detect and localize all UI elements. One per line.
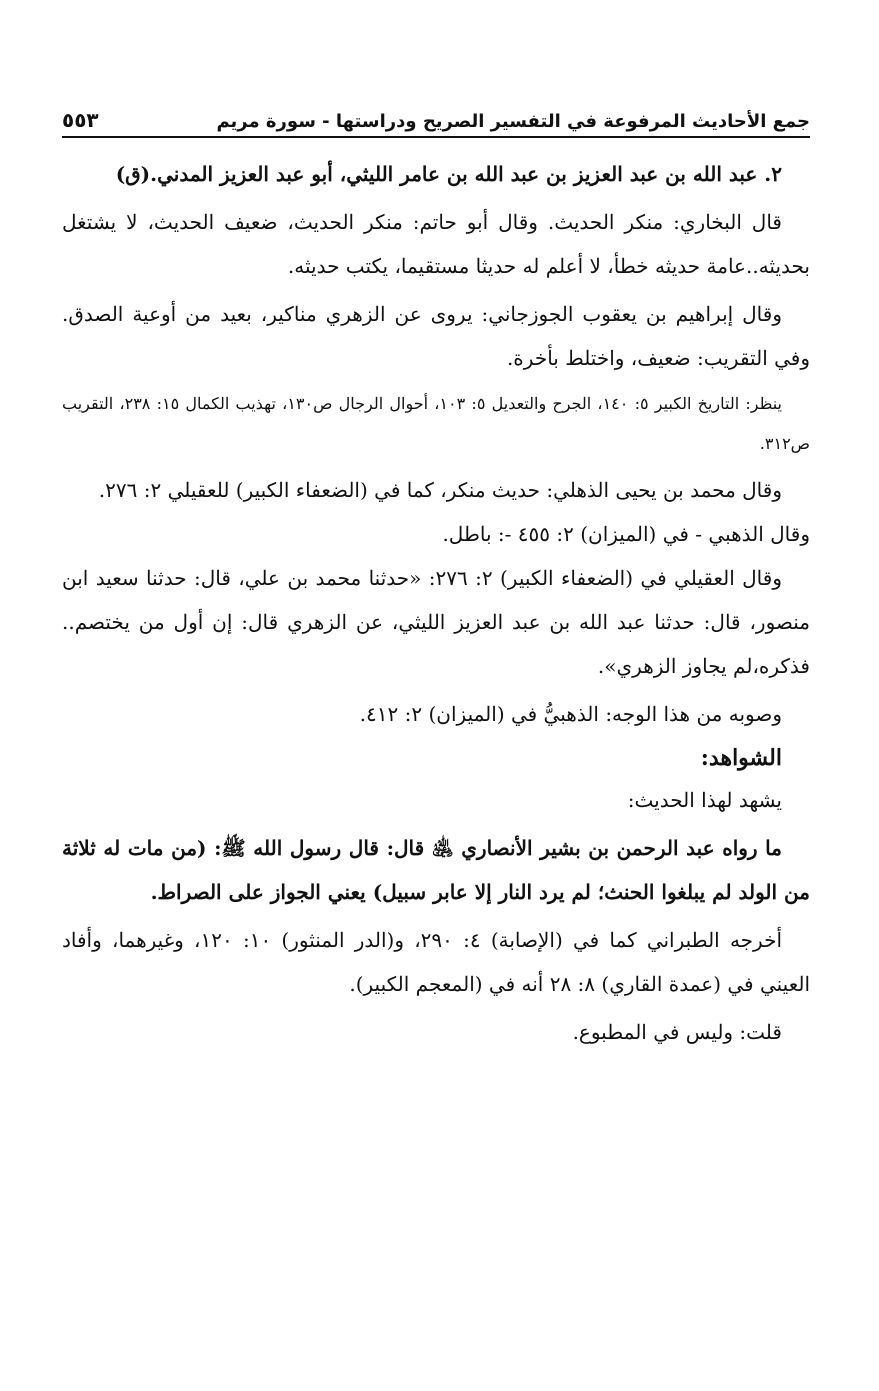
page-body	[62, 152, 810, 1058]
running-header	[62, 102, 810, 138]
page-number: ٥٥٣	[62, 108, 99, 132]
paragraph-bukhari-abu-hatim: قال البخاري: منكر الحديث. وقال أبو حاتم: منكر الحديث، ضعيف الحديث، لا يشتغل بحديثه..عامة حديثه خطأ، لا أعلم له حديثا مستقيما، يكتب حديثه.	[62, 210, 810, 278]
paragraph-dhahabi: وقال الذهبي - في (الميزان) ٢: ٤٥٥ -: باطل.	[442, 522, 810, 546]
header-title: جمع الأحاديث المرفوعة في التفسير الصريح ودراستها - سورة مريم	[216, 111, 810, 132]
paragraph-jawzajani: وقال إبراهيم بن يعقوب الجوزجاني: يروى عن الزهري مناكير، بعيد من أوعية الصدق. وفي التقريب: ضعيف، واختلط بأخرة.	[62, 302, 810, 370]
paragraph-witness-intro: يشهد لهذا الحديث:	[627, 788, 782, 812]
narrator-entry-heading: ٢. عبد الله بن عبد العزيز بن عبد الله بن عامر الليثي، أبو عبد العزيز المدني.(ق)	[115, 162, 782, 186]
paragraph-takhrij: أخرجه الطبراني كما في (الإصابة) ٤: ٢٩٠، و(الدر المنثور) ١٠: ١٢٠، وغيرهما، وأفاد العيني في (عمدة القاري) ٨: ٢٨ أنه في (المعجم الكبير).	[62, 928, 810, 996]
paragraph-uqaili: وقال العقيلي في (الضعفاء الكبير) ٢: ٢٧٦: «حدثنا محمد بن علي، قال: حدثنا سعيد ابن منصور، قال: حدثنا عبد الله بن عبد العزيز الليثي، عن الزهري قال: إن أول من يختصم.. فذكره،لم يجاوز الزهري».	[62, 566, 811, 678]
paragraph-note: قلت: وليس في المطبوع.	[572, 1020, 782, 1044]
section-heading-shawahid: الشواهد:	[700, 745, 782, 771]
paragraph-references: ينظر: التاريخ الكبير ٥: ١٤٠، الجرح والتعديل ٥: ١٠٣، أحوال الرجال ص١٣٠، تهذيب الكمال ١٥: ٢٣٨، التقريب ص٣١٢.	[62, 394, 810, 453]
paragraph-dhuhli: وقال محمد بن يحيى الذهلي: حديث منكر، كما في (الضعفاء الكبير) للعقيلي ٢: ٢٧٦.	[98, 478, 782, 502]
paragraph-correction: وصوبه من هذا الوجه: الذهبيُّ في (الميزان) ٢: ٤١٢.	[359, 702, 782, 726]
paragraph-hadith-text: ما رواه عبد الرحمن بن بشير الأنصاري ﵁ قال: قال رسول الله ﷺ: (من مات له ثلاثة من الولد لم يبلغوا الحنث؛ لم يرد النار إلا عابر سبيل) يعني الجواز على الصراط.	[62, 836, 810, 904]
